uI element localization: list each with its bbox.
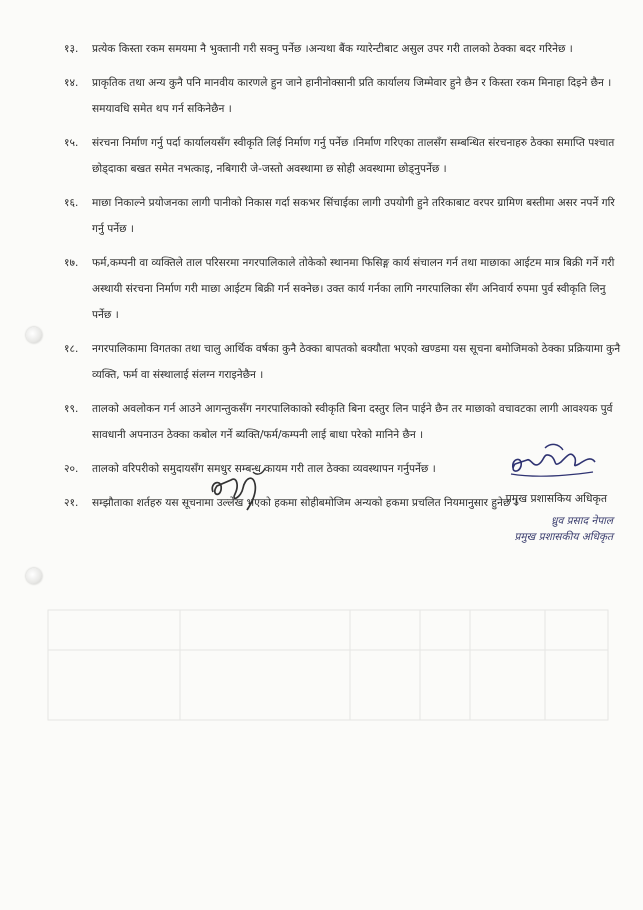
- clause-text: सम्झौताका शर्तहरु यस सूचनामा उल्लेख भएको हकमा सोहीबमोजिम अन्यको हकमा प्रचलित नियमानुसार हुनेछ ।: [92, 497, 518, 509]
- signatory-title: प्रमुख प्रशासकिय अधिकृत: [505, 492, 607, 505]
- witness-signature: [207, 464, 269, 514]
- clause-number: २१.: [64, 497, 79, 509]
- clause-number: १९.: [64, 403, 79, 415]
- clause-14: [64, 70, 624, 122]
- clause-text: तालको अवलोकन गर्न आउने आगन्तुकसँग नगरपालिकाको स्वीकृति बिना दस्तुर लिन पाईने छैन तर माछाको वचावटका लागी आवश्यक पुर्व सावधानी अपनाउन ठेक्का कबोल गर्ने ब्यक्ति/फर्म/कम्पनी लाई बाधा परेको मानिने छैन ।: [92, 403, 613, 441]
- clause-number: १४.: [64, 77, 79, 89]
- clause-number: १५.: [64, 137, 79, 149]
- clause-number: १७.: [64, 257, 79, 269]
- clause-text: तालको वरिपरीको समुदायसँग समधुर सम्बन्ध कायम गरी ताल ठेक्का व्यवस्थापन गर्नुपर्नेछ ।: [92, 463, 436, 475]
- officer-signature: [505, 438, 600, 482]
- clause-text: माछा निकाल्ने प्रयोजनका लागी पानीको निकास गर्दा सकभर सिंचाईका लागी उपयोगी हुने तरिकाबाट वरपर ग्रामिण बस्तीमा असर नपर्ने गरि गर्नु पर्नेछ ।: [92, 197, 615, 235]
- clause-text: फर्म,कम्पनी वा व्यक्तिले ताल परिसरमा नगरपालिकाले तोकेको स्थानमा फिसिङ्ग कार्य संचालन गर्न तथा माछाका आईटम मात्र बिक्री गर्ने गरी अस्थायी संरचना निर्माण गरी माछा आईटम बिक्री गर्न सक्नेछ। उक्त कार्य गर्नका लागि नगरपालिका सँग अनिवार्य रुपमा पुर्व स्वीकृति लिनु पर्नेछ ।: [92, 257, 615, 321]
- clause-15: [64, 130, 624, 182]
- punch-hole-bottom: [26, 568, 42, 584]
- punch-hole-top: [26, 327, 42, 343]
- clause-text: संरचना निर्माण गर्नु पर्दा कार्यालयसँग स्वीकृति लिई निर्माण गर्नु पर्नेछ ।निर्माण गरिएका तालसँग सम्बन्धित संरचनाहरु ठेक्का समाप्ति पश्चात छोड्दाका बखत समेत नभत्काइ, नबिगारी जे-जस्तो अवस्थामा छ सोही अवस्थामा छोड्नुपर्नेछ ।: [92, 137, 615, 175]
- clause-13: [64, 36, 624, 62]
- clause-18: [64, 336, 624, 388]
- clause-number: १३.: [64, 43, 79, 55]
- stamp-title: प्रमुख प्रशासकीय अधिकृत: [514, 531, 613, 543]
- clause-number: १८.: [64, 343, 79, 355]
- clause-text: नगरपालिकामा विगतका तथा चालु आर्थिक वर्षका कुनै ठेक्का बापतको बक्यौता भएको खण्डमा यस सूचना बमोजिमको ठेक्का प्रक्रियामा कुनै व्यक्ति, फर्म वा संस्थालाई संलग्न गराइनेछैन ।: [92, 343, 621, 381]
- clause-17: [64, 250, 624, 328]
- clause-number: २०.: [64, 463, 79, 475]
- stamp-name: ध्रुव प्रसाद नेपाल: [551, 515, 613, 527]
- clause-16: [64, 190, 624, 242]
- clause-text: प्रत्येक किस्ता रकम समयमा नै भुक्तानी गरी सक्नु पर्नेछ ।अन्यथा बैंक ग्यारेन्टीबाट असुल उपर गरी तालको ठेक्का बदर गरिनेछ ।: [92, 43, 573, 55]
- clause-text: प्राकृतिक तथा अन्य कुनै पनि मानवीय कारणले हुन जाने हानीनोक्सानी प्रति कार्यालय जिम्मेवार हुने छैन र किस्ता रकम मिनाहा दिइने छैन । समयावधि समेत थप गर्न सकिनेछैन ।: [92, 77, 612, 115]
- clause-number: १६.: [64, 197, 79, 209]
